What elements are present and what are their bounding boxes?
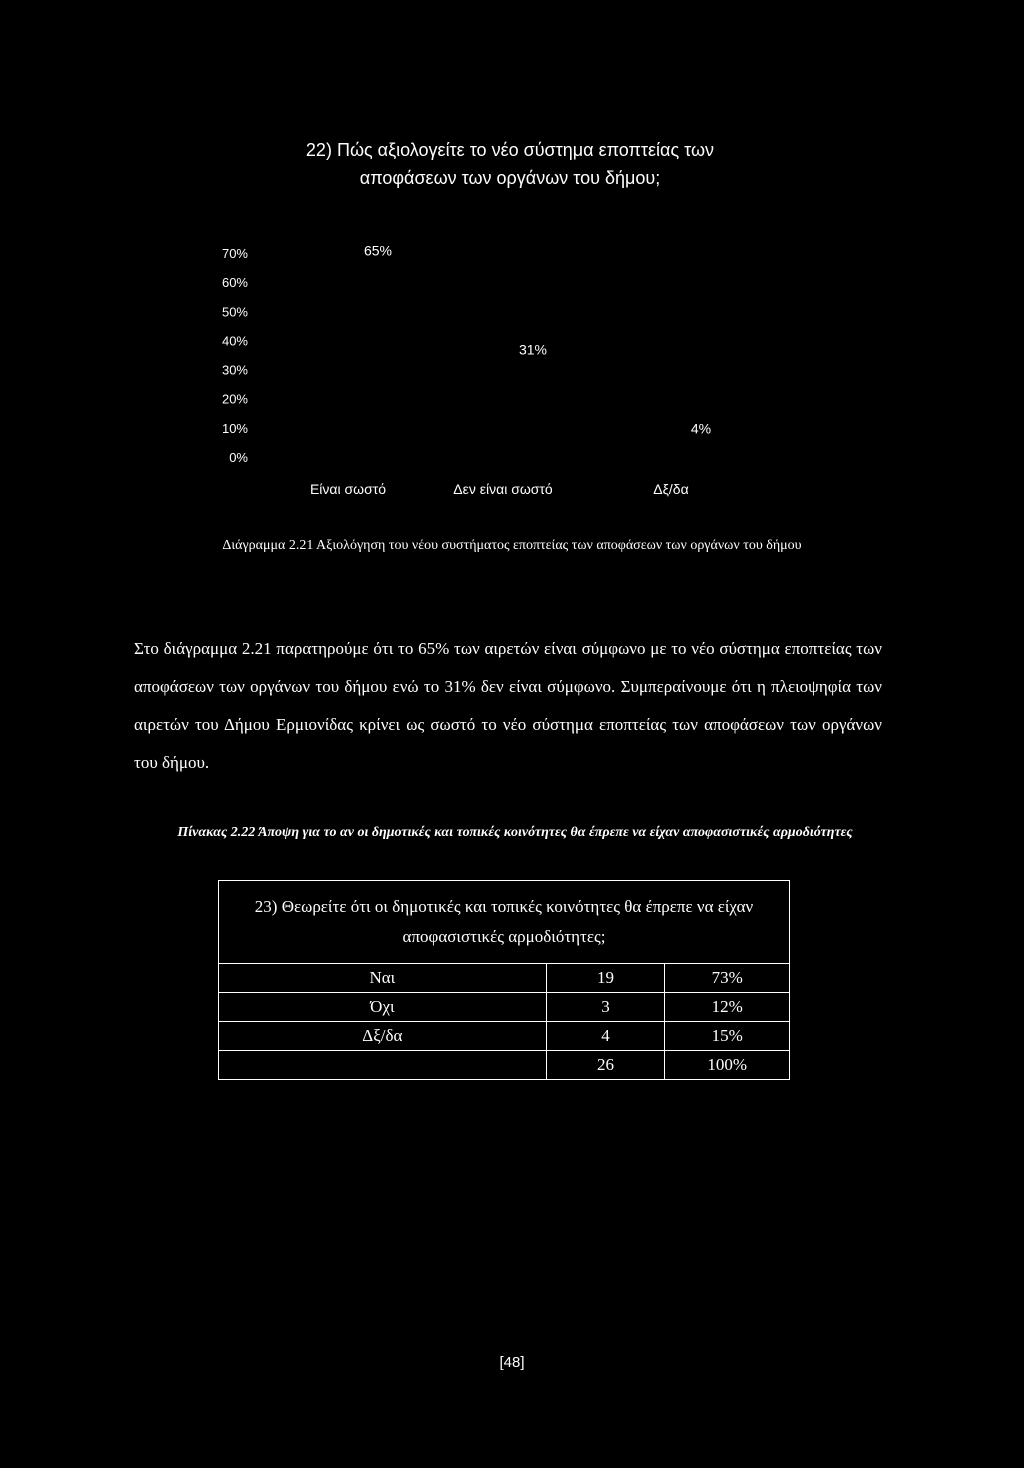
table-cell-count: 4: [546, 1022, 665, 1051]
y-tick-label: 10%: [221, 420, 248, 436]
y-tick-label: 30%: [221, 362, 248, 378]
bar: [616, 445, 726, 457]
body-paragraph: Στο διάγραμμα 2.21 παρατηρούμε ότι το 65% των αιρετών είναι σύμφωνο με το νέο σύστημα εποπτείας των αποφάσεων των οργάνων του δήμου ενώ το 31% δεν είναι σύμφωνο. Συμπεραίνουμε ότι η πλειοψηφία των αιρετών του Δήμου Ερμιονίδας κρίνει ως σωστό το νέο σύστημα εποπτείας των αποφάσεων των οργάνων του δήμου.: [134, 639, 882, 772]
y-tick-label: 0%: [229, 450, 248, 465]
table-cell-percent: 73%: [665, 964, 790, 993]
bar: [448, 367, 558, 457]
table-cell-count: 26: [546, 1051, 665, 1080]
table-caption: Πίνακας 2.22 Άποψη για το αν οι δημοτικές και τοπικές κοινότητες θα έπρεπε να είχαν αποφασιστικές αρμοδιότητες: [177, 825, 853, 840]
chart-title-line2: αποφάσεων των οργάνων του δήμου;: [359, 168, 661, 188]
y-tick-label: 50%: [221, 304, 248, 320]
x-category-label: Είναι σωστό: [309, 481, 387, 497]
table-cell-answer: Ναι: [219, 964, 547, 993]
x-axis-categories: [310, 481, 689, 497]
table-cell-answer: Όχι: [219, 993, 547, 1022]
data-label: 65%: [363, 242, 393, 259]
y-axis-ticks: [222, 246, 248, 465]
table-cell-percent: 12%: [665, 993, 790, 1022]
chart-bars: [293, 268, 726, 457]
x-category-label: Δξ/δα: [653, 481, 689, 497]
chart-title-line1: 22) Πώς αξιολογείτε το νέο σύστημα εποπτείας των: [305, 140, 715, 160]
y-tick-label: 70%: [221, 246, 248, 261]
table-cell-answer: Δξ/δα: [219, 1022, 547, 1051]
table-row: [219, 1022, 790, 1051]
data-label: 4%: [690, 420, 712, 437]
table-cell-count: 19: [546, 964, 665, 993]
table-cell-answer: [219, 1051, 547, 1080]
table-cell-percent: 15%: [665, 1022, 790, 1051]
table-question: 23) Θεωρείτε ότι οι δημοτικές και τοπικές κοινότητες θα έπρεπε να είχαν αποφασιστικές αρμοδιότητες;: [219, 881, 790, 964]
data-label: 31%: [518, 341, 548, 358]
table-cell-percent: 100%: [665, 1051, 790, 1080]
table-cell-count: 3: [546, 993, 665, 1022]
survey-table: [218, 880, 790, 1080]
table-row: [219, 964, 790, 993]
bar: [293, 268, 403, 457]
chart-caption: Διάγραμμα 2.21 Αξιολόγηση του νέου συστήματος εποπτείας των αποφάσεων των οργάνων του δήμου: [222, 538, 802, 553]
y-tick-label: 60%: [221, 275, 248, 291]
y-tick-label: 40%: [221, 333, 248, 349]
table-row: [219, 993, 790, 1022]
table-row-total: [219, 1051, 790, 1080]
y-tick-label: 20%: [221, 391, 248, 407]
page-number: [48]: [499, 1354, 525, 1371]
table-header-row: [219, 881, 790, 964]
bar-chart: [0, 0, 1024, 520]
x-category-label: Δεν είναι σωστό: [453, 481, 553, 497]
